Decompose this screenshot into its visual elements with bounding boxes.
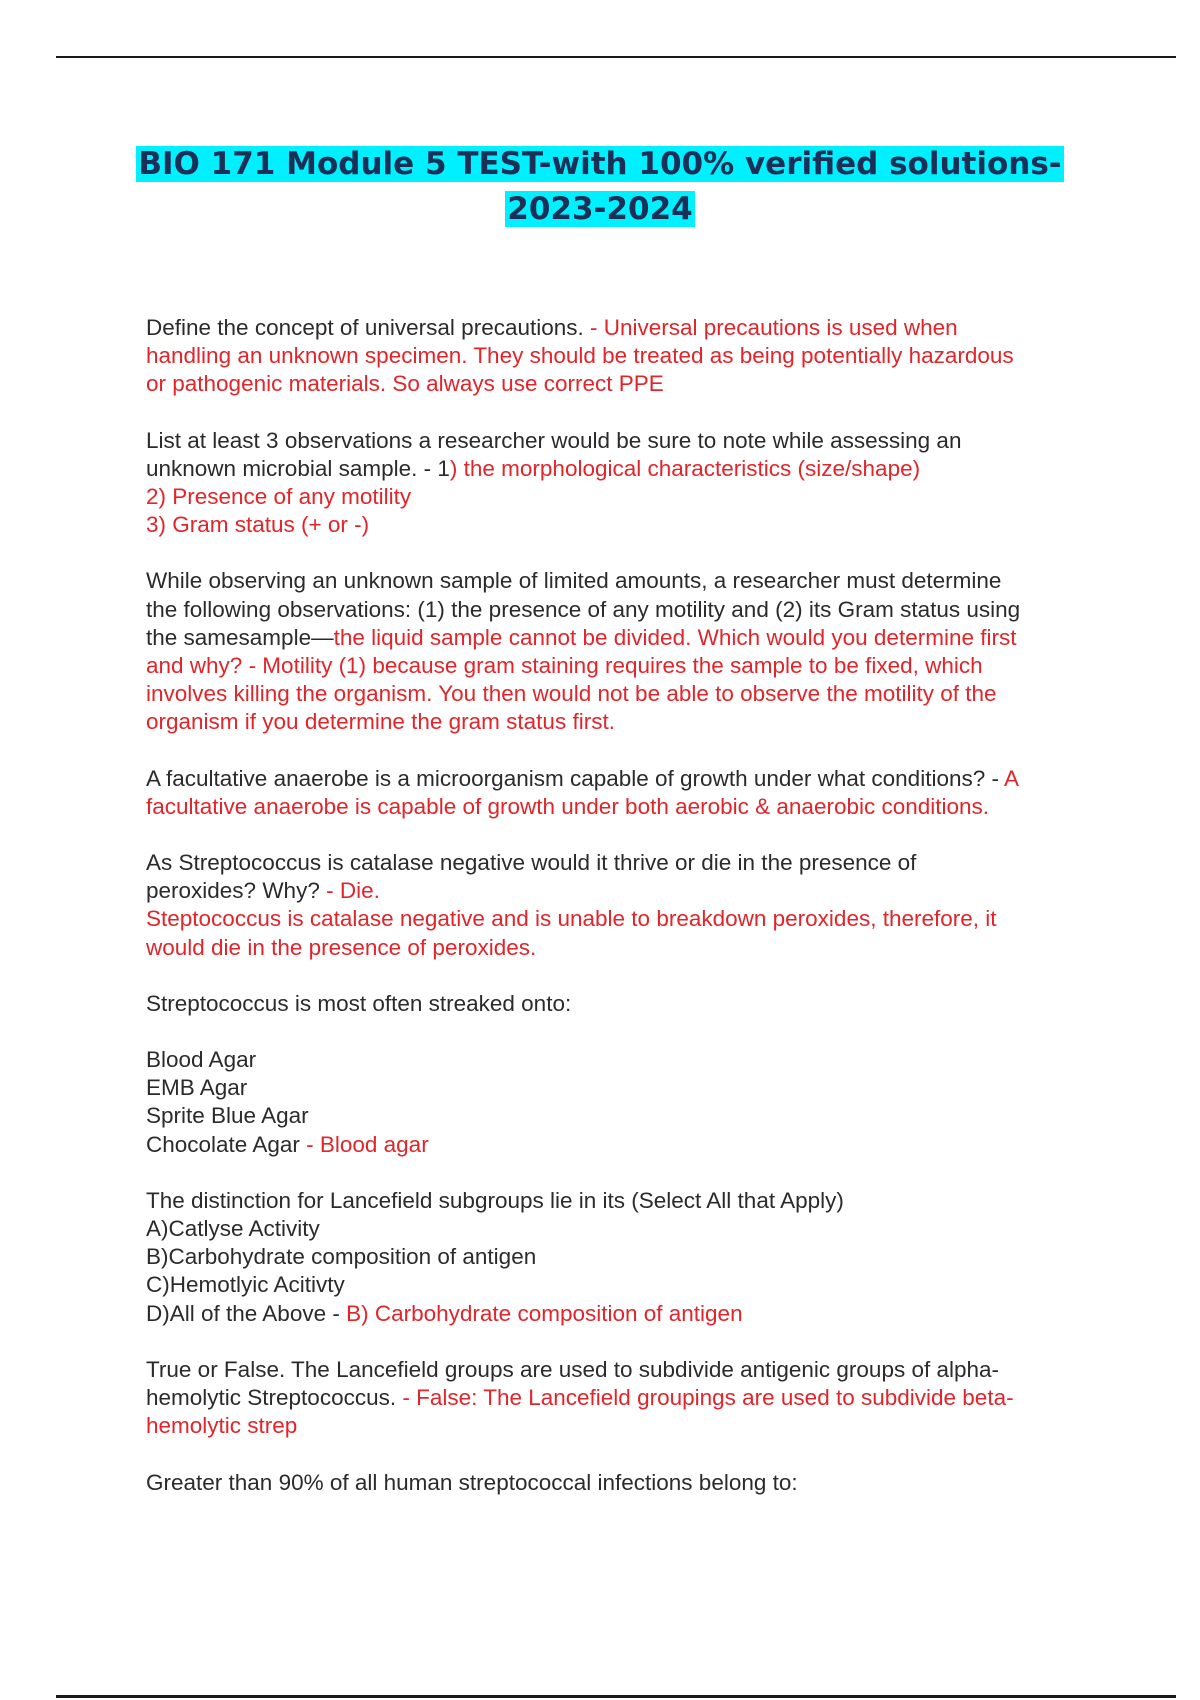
answer-text: the liquid sample cannot be divided. Which would you determine first [333,624,1017,650]
text-line [146,1074,1096,1102]
question-text: A facultative anaerobe is a microorganism capable of growth under what conditions? - [146,765,1004,791]
qa-block [146,567,1096,736]
answer-text: - Blood agar [306,1131,429,1157]
text-line [146,1469,1096,1497]
title-line-2: 2023-2024 [507,191,693,227]
question-text: The distinction for Lancefield subgroups lie in its (Select All that Apply) [146,1187,844,1213]
qa-block [146,427,1096,540]
answer-text: facultative anaerobe is capable of growth under both aerobic & anaerobic conditions. [146,793,990,819]
answer-text: and why? - Motility (1) because gram staining requires the sample to be fixed, which [146,653,983,679]
text-line [146,1384,1096,1412]
answer-text: B) Carbohydrate composition of antigen [346,1300,743,1326]
answer-text: or pathogenic materials. So always use correct PPE [146,371,664,397]
question-text: Greater than 90% of all human streptococcal infections belong to: [146,1469,798,1495]
question-text: D)All of the Above - [146,1300,347,1326]
text-line [146,370,1096,398]
question-text: List at least 3 observations a researcher would be sure to note while assessing an [146,427,962,453]
text-line [146,1243,1096,1271]
text-line [146,652,1096,680]
question-text: Define the concept of universal precautions. [146,315,591,340]
text-line [146,849,1096,877]
answer-text: - Die. [326,878,380,904]
text-line [146,1187,1096,1215]
text-line [146,483,1096,511]
question-text: peroxides? Why? [146,878,327,904]
qa-block [146,1469,1096,1497]
question-text: As Streptococcus is catalase negative would it thrive or die in the presence of [146,850,917,876]
text-line [146,877,1096,905]
answer-text: would die in the presence of peroxides. [146,934,537,960]
question-text: the samesample— [146,624,334,650]
text-line [146,511,1096,539]
text-line [146,1271,1096,1299]
text-line [146,1215,1096,1243]
title-line-1: BIO 171 Module 5 TEST-with 100% verified solutions- [138,146,1062,182]
page-title [0,142,1200,232]
question-text: hemolytic Streptococcus. [146,1385,403,1411]
qa-block [146,849,1096,962]
text-line [146,342,1096,370]
answer-text: - False: The Lancefield groupings are used to subdivide beta- [402,1385,1014,1411]
text-line [146,934,1096,962]
qa-block [146,1046,1096,1159]
question-text: True or False. The Lancefield groups are used to subdivide antigenic groups of alpha- [146,1356,1000,1382]
qa-block [146,990,1096,1018]
question-text: Sprite Blue Agar [146,1103,309,1129]
text-line [146,765,1096,793]
bottom-rule [56,1695,1176,1698]
text-line [146,1046,1096,1074]
answer-text: handling an unknown specimen. They should be treated as being potentially hazardous [146,343,1014,369]
question-text: B)Carbohydrate composition of antigen [146,1244,537,1270]
answer-text: hemolytic strep [146,1413,298,1439]
question-text: EMB Agar [146,1075,248,1101]
question-text: C)Hemotlyic Acitivty [146,1272,345,1298]
qa-block [146,314,1096,399]
question-text: Streptococcus is most often streaked onto: [146,990,572,1016]
text-line [146,793,1096,821]
question-text: Blood Agar [146,1047,257,1073]
text-line [146,1356,1096,1384]
answer-text: organism if you determine the gram status first. [146,709,615,735]
question-text: While observing an unknown sample of limited amounts, a researcher must determine [146,568,1002,594]
text-line [146,596,1096,624]
text-line [146,427,1096,455]
answer-text: 3) Gram status (+ or -) [146,512,370,538]
text-line [146,990,1096,1018]
answer-text: involves killing the organism. You then would not be able to observe the motility of the [146,681,997,707]
answer-text: Steptococcus is catalase negative and is unable to breakdown peroxides, therefore, it [146,906,997,932]
text-line [146,905,1096,933]
text-line [146,1102,1096,1130]
question-text: Chocolate Agar [146,1131,307,1157]
answer-text: A [1004,765,1020,791]
text-line [146,1300,1096,1328]
answer-text: - Universal precautions is used when [590,315,958,340]
text-line [146,624,1096,652]
text-line [146,455,1096,483]
top-rule [56,56,1176,58]
text-line [146,680,1096,708]
qa-block [146,1187,1096,1328]
question-text: the following observations: (1) the presence of any motility and (2) its Gram status using [146,596,1021,622]
text-line [146,314,1096,342]
qa-list [146,314,1096,1525]
answer-text: ) the morphological characteristics (size/shape) [449,455,921,481]
qa-block [146,1356,1096,1441]
qa-block [146,765,1096,821]
text-line [146,708,1096,736]
question-text: unknown microbial sample. - 1 [146,455,450,481]
answer-text: 2) Presence of any motility [146,484,412,510]
question-text: A)Catlyse Activity [146,1216,320,1242]
text-line [146,567,1096,595]
text-line [146,1412,1096,1440]
text-line [146,1131,1096,1159]
